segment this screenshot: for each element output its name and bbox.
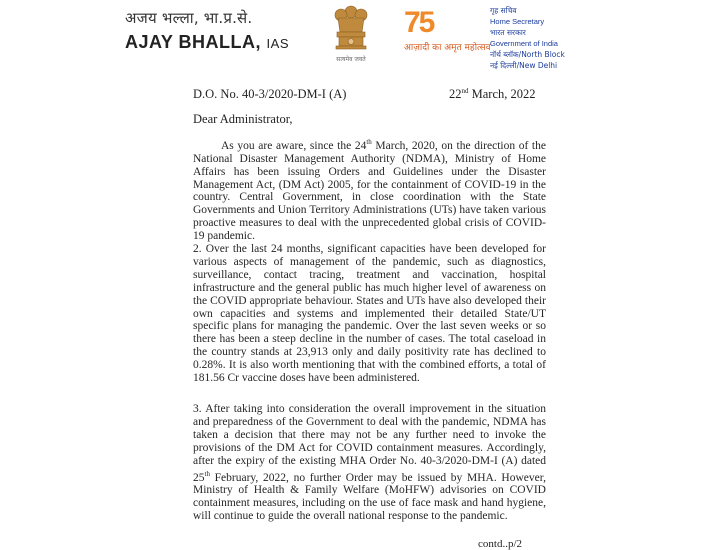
- date-day: 22: [449, 87, 462, 102]
- paragraph-3-text-b: February, 2022, no further Order may be issued by MHA. However, Ministry of Health & Family Welfare (MoHFW) advisories on COVID containment measures, including on the use of face mask and hand hygiene, will continue to guide the overall national response to the pandemic.: [193, 471, 546, 523]
- sender-name: AJAY BHALLA,: [125, 32, 262, 52]
- office-line: गृह सचिव: [490, 6, 517, 15]
- paragraph-1-sup: th: [366, 138, 372, 146]
- letter-date: [449, 87, 536, 102]
- azadi-digits: 75: [404, 6, 434, 39]
- paragraph-3-sup: th: [204, 469, 210, 478]
- office-line: नई दिल्ली/New Delhi: [490, 61, 558, 70]
- azadi-ka-amrit-mahotsav-logo: [404, 6, 491, 60]
- paragraph-3: [193, 403, 546, 523]
- sender-name-english: [125, 32, 289, 53]
- office-line: नॉर्थ ब्लॉक/North Block: [490, 50, 565, 59]
- national-emblem-icon: [328, 2, 374, 62]
- office-line: Home Secretary: [490, 17, 545, 26]
- paragraph-1-text-b: March, 2020, on the direction of the National Disaster Management Authority (NDMA), Ministry of Home Affairs has been issuing Orders and Guidelines under the Disaster Management Act, (DM Act) 2005, for the containment of COVID-19 in the country. Central Government, in close coordination with the State Governments and Union Territory Administrations (UTs) have taken various proactive measures to deal with the unprecedented global crisis of COVID-19 pandemic.: [193, 139, 546, 243]
- emblem-motto: सत्यमेव जयते: [336, 56, 366, 63]
- sender-name-hindi: अजय भल्ला, भा.प्र.से.: [125, 9, 253, 27]
- paragraph-2: 2. Over the last 24 months, significant capacities have been developed for various aspects of management of the pandemic, such as diagnostics, surveillance, contact tracing, treatment and vaccination, hospital infrastructure and the general public has much higher level of awareness on the COVID appropriate behaviour. States and UTs have also developed their own capacities and systems and implemented their detailed State/UT specific plans for managing the pandemic. Over the last seven weeks or so there has been a steep decline in the number of cases. The total caseload in the country stands at 23,913 only and daily positivity rate has declined to 0.28%. It is also worth mentioning that with the combined efforts, a total of 181.56 Cr vaccine doses have been administered.: [193, 243, 546, 385]
- date-suffix: nd: [461, 87, 469, 95]
- paragraph-1: [193, 136, 546, 243]
- salutation: Dear Administrator,: [193, 112, 293, 126]
- reference-number: D.O. No. 40-3/2020-DM-I (A): [193, 87, 347, 101]
- azadi-text: आज़ादी का अमृत महोत्सव: [404, 43, 491, 53]
- sender-service: IAS: [266, 36, 290, 51]
- office-address: [490, 5, 600, 71]
- office-line: Government of India: [490, 39, 558, 48]
- azadi-number: [404, 8, 466, 38]
- date-rest: March, 2022: [468, 87, 536, 102]
- paragraph-1-text-a: As you are aware, since the 24: [221, 139, 367, 152]
- sender-block: [125, 8, 289, 53]
- continuation-note: contd..p/2: [478, 538, 522, 550]
- paragraph-3-text-a: 3. After taking into consideration the overall improvement in the situation and preparedness of the Government to deal with the pandemic, NDMA has taken a decision that there may not be any further need to invoke the provisions of the DM Act for COVID containment measures. Accordingly, after the expiry of the existing MHA Order No. 40-3/2020-DM-I (A) dated 25: [193, 403, 546, 484]
- office-line: भारत सरकार: [490, 28, 526, 37]
